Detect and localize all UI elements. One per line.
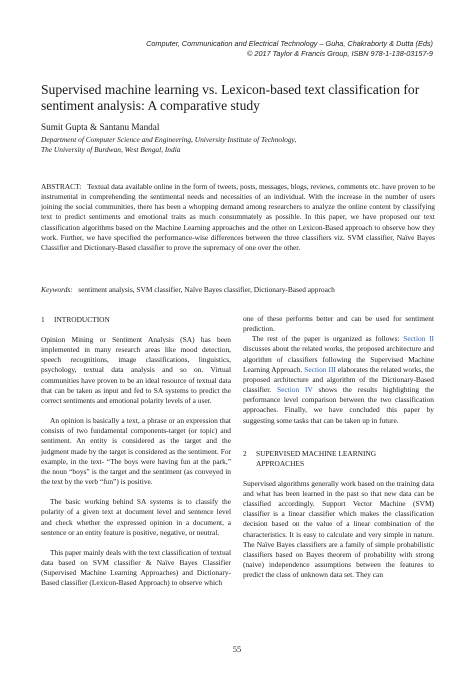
section-ref-link[interactable]: Section II	[403, 334, 434, 344]
intro-paragraph-6	[243, 334, 434, 425]
abstract-label: ABSTRACT:	[41, 182, 82, 191]
intro-paragraph-1: Opinion Mining or Sentiment Analysis (SA) has been implemented in many research areas like mood detection, speech recognitions, image classifications, linguistics, psychology, textual data analysis and so on. Virtual communities have proven to be an ideal resource of textual data that can be taken as input and fed to SA systems to predict the correct sentiments and emotional polarity levels of a user.	[41, 335, 231, 405]
section-ref-link[interactable]: Section III	[304, 364, 336, 374]
running-head-line1: Computer, Communication and Electrical Technology – Guha, Chakraborty & Dutta (Eds)	[146, 39, 433, 48]
page-number: 55	[232, 644, 242, 654]
intro-paragraph-2: An opinion is basically a text, a phrase or an expression that consists of two fundamental components-target (or topic) and sentiment. An entity is considered as the target and the judgment made by the target is considered as the sentiment. For example, in the text- “The boys were having fun at the park,” the noun “boys” is the target and the sentiment (as conveyed in the text by the verb “fun”) is positive.	[41, 416, 231, 487]
section-title-line1: SUPERVISED MACHINE LEARNING	[256, 448, 377, 458]
abstract-text: Textual data available online in the form of tweets, posts, messages, blogs, reviews, comments etc. have proven to be instrumental in comprehending the sentimental needs and necessities of an individual. With the increase in the number of users joining the social communities, there has been a whopping demand among researchers to analyze the online content by classifying text to predict sentiments and emotional traits as much consummately as possible. In this paper, we have proposed our text classification algorithms based on the Machine Learning approaches and the other on Lexicon-Based approach to observe how they work. Further, we have specified the performance-wise differences between the three classifiers viz. SVM classifier, Naïve Bayes Classifier and Dictionary-Based classifier to prove the supremacy of one over the other.	[41, 182, 435, 252]
supervised-paragraph-1: Supervised algorithms generally work based on the training data and what has been learned in the past so that new data can be classified accordingly. Support Vector Machine (SVM) classifier is a linear classifier which makes the classification decision based on the value of a linear combination of the characteristics. It is easy to calculate and very simple in nature. The Naïve Bayes classifiers are a family of simple probabilistic classifiers based on Bayes theorem of probability with strong (naive) independence assumptions between the features to predict the class of unknown data set. They can	[243, 478, 434, 580]
right-column	[243, 314, 434, 580]
keywords	[41, 285, 441, 295]
text-run: elaborates the related works, the proposed architecture and algorithm of the Dictionary-Based classifier.	[243, 364, 434, 395]
section-ref-link[interactable]: Section IV	[276, 385, 313, 395]
paper-title: Supervised machine learning vs. Lexicon-based text classification for sentiment analysis: A comparative study	[41, 82, 420, 113]
abstract	[41, 182, 435, 253]
affiliation-line1: Department of Computer Science and Engineering, University Institute of Technology,	[41, 135, 297, 144]
text-run: discusses about the related works, the proposed architecture and algorithm of classifiers following the Supervised Machine Learning Approach.	[243, 344, 434, 374]
intro-paragraph-3: The basic working behind SA systems is to classify the polarity of a given text at document level and sentence level and check whether the expressed opinion in a document, a sentence or an entity feature is positive, negative, or neutral.	[41, 497, 231, 537]
intro-paragraph-4: This paper mainly deals with the text classification of textual data based on SVM classifier & Naïve Bayes Classifier (Supervised Machine Learning Approaches) and Dictionary-Based classifier (Lexicon-Based Approach) to observe which	[41, 547, 231, 588]
section-number: 1	[41, 315, 45, 324]
author-list: Sumit Gupta & Santanu Mandal	[41, 122, 160, 132]
keywords-text: sentiment analysis, SVM classifier, Naïve Bayes classifier, Dictionary-Based approach	[78, 285, 335, 294]
left-column	[41, 315, 231, 588]
section-title-line2: APPROACHES	[256, 458, 305, 468]
text-run: The rest of the paper is organized as follows:	[252, 334, 404, 344]
keywords-label: Keywords:	[41, 285, 73, 294]
section-title	[256, 449, 376, 469]
section-heading-supervised	[243, 449, 434, 469]
affiliation	[41, 135, 441, 155]
intro-paragraph-5: one of these performs better and can be used for sentiment prediction.	[243, 314, 434, 334]
section-heading-introduction	[41, 315, 231, 325]
running-head-line2: © 2017 Taylor & Francis Group, ISBN 978-1-138-03157-9	[246, 49, 433, 58]
section-number: 2	[243, 448, 247, 458]
section-title: INTRODUCTION	[54, 315, 110, 324]
text-run: shows the results highlighting the performance level comparison between the two classification approaches. Finally, we have concluded this paper by suggesting some tasks that can be taken up in future.	[243, 385, 434, 425]
affiliation-line2: The University of Burdwan, West Bengal, India	[41, 145, 181, 154]
running-head	[33, 39, 433, 59]
